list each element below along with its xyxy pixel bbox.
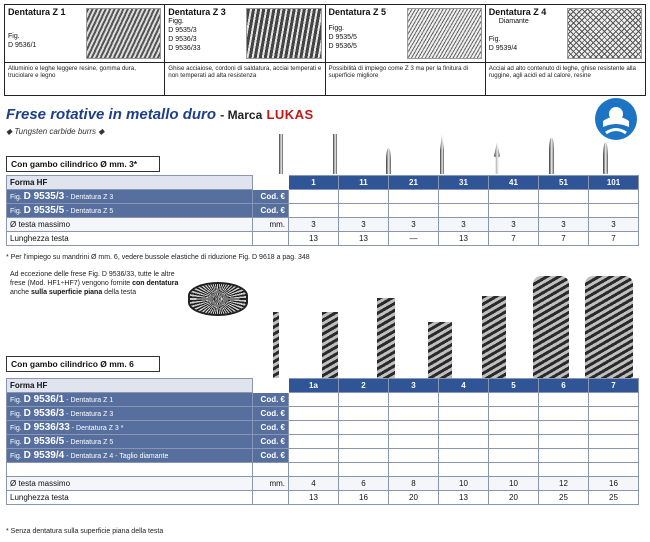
fig-label: Fig.: [10, 208, 22, 215]
tooth-title: Dentatura Z 4: [488, 7, 547, 17]
cell-value: 3: [439, 218, 489, 232]
fig-code: D 9536/1: [23, 394, 65, 405]
section-shank-6mm: Con gambo cilindrico Ø mm. 6: [6, 356, 160, 372]
tooth-image: [407, 8, 482, 59]
burr-top-view-image: [188, 282, 248, 316]
cod-label: Cod. €: [253, 190, 289, 204]
tooth-description: Possibilità di impiego come Z 3 ma per la finitura di superficie migliore: [328, 65, 469, 79]
fig-dentatura: - Dentatura Z 5: [66, 208, 114, 215]
tooth-fig-code: D 9536/33: [168, 45, 201, 52]
cod-label: Cod. €: [253, 204, 289, 218]
tooth-fig-label: Figg.: [168, 18, 184, 25]
table-header-row: [7, 176, 639, 190]
table-header-row: [7, 379, 639, 393]
cell-value: 3: [539, 218, 589, 232]
fig-label: Fig.: [10, 397, 22, 404]
table-row: [7, 491, 639, 505]
safety-goggles-icon: [595, 98, 637, 140]
row-unit: mm.: [253, 218, 289, 232]
footnote-6mm: * Senza dentatura sulla superficie piana della testa: [6, 528, 164, 535]
tooth-z1: [5, 5, 165, 95]
burr-11-image: [333, 134, 337, 174]
fig-dentatura: - Dentatura Z 4 - Taglio diamante: [66, 453, 169, 460]
burr-41-image: [494, 142, 500, 174]
column-header: 4: [439, 379, 489, 393]
cell-value: 16: [589, 477, 639, 491]
fig-dentatura: - Dentatura Z 3: [66, 194, 114, 201]
row-unit: [253, 232, 289, 246]
tooth-fig-label: Fig.: [488, 36, 501, 43]
section-shank-3mm: Con gambo cilindrico Ø mm. 3*: [6, 156, 160, 172]
cell-value: 13: [439, 491, 489, 505]
cell-value: 16: [339, 491, 389, 505]
cell-value: 3: [489, 218, 539, 232]
forma-label: Forma HF: [7, 379, 253, 393]
burr-101-image: [603, 142, 608, 174]
page-title: [6, 106, 314, 123]
tooth-image: [567, 8, 642, 59]
column-header: 21: [389, 176, 439, 190]
cell-value: 6: [339, 477, 389, 491]
tooth-fig-code: D 9535/5: [328, 34, 357, 41]
fig-dentatura: - Dentatura Z 3: [66, 411, 114, 418]
column-header: 2: [339, 379, 389, 393]
tooth-fig-code: D 9536/3: [168, 36, 197, 43]
table-row: [7, 435, 639, 449]
cell-value: 7: [589, 232, 639, 246]
page-subtitle: ◆ Tungsten carbide burrs ◆: [6, 127, 105, 136]
cod-label: Cod. €: [253, 449, 289, 463]
tooth-title: Dentatura Z 1: [8, 7, 66, 17]
tooth-z4: [486, 5, 645, 95]
column-header: 7: [589, 379, 639, 393]
spacer-row: [7, 463, 639, 477]
cell-value: —: [389, 232, 439, 246]
fig-label: Fig.: [10, 194, 22, 201]
cell-value: 4: [289, 477, 339, 491]
tooth-fig-code: D 9539/4: [488, 45, 518, 52]
table-row: [7, 218, 639, 232]
marca-text: - Marca: [220, 108, 263, 122]
table-row: [7, 477, 639, 491]
title-text: Frese rotative in metallo duro: [6, 106, 217, 123]
fig-label: Fig.: [10, 411, 22, 418]
row-unit: mm.: [253, 477, 289, 491]
fig-label: Fig.: [10, 425, 22, 432]
table-row: [7, 421, 639, 435]
column-header: 5: [489, 379, 539, 393]
column-header: 1: [289, 176, 339, 190]
tooth-fig-code: D 9536/1: [8, 42, 37, 49]
column-header: 3: [389, 379, 439, 393]
burr-31-image: [440, 134, 444, 174]
cell-value: 3: [339, 218, 389, 232]
burr-21-image: [386, 148, 391, 174]
cod-label: Cod. €: [253, 435, 289, 449]
fig-label: Fig.: [10, 439, 22, 446]
column-header: 101: [589, 176, 639, 190]
cell-value: 13: [439, 232, 489, 246]
burr-table-6mm: [6, 378, 639, 505]
column-header: 6: [539, 379, 589, 393]
tooth-description: Acciai ad alto contenuto di leghe, ghise resistente alla ruggine, agli acidi ed al calore, resine: [488, 65, 636, 79]
table-row: [7, 407, 639, 421]
column-header: 41: [489, 176, 539, 190]
cell-value: 20: [489, 491, 539, 505]
burr-2-image: [322, 312, 338, 378]
tooth-image: [246, 8, 321, 59]
fig-dentatura: - Dentatura Z 3 *: [71, 425, 124, 432]
cod-label: Cod. €: [253, 407, 289, 421]
cell-value: 25: [589, 491, 639, 505]
fig-code: D 9536/5: [23, 436, 65, 447]
table-row: [7, 190, 639, 204]
cell-value: 8: [389, 477, 439, 491]
cell-value: 25: [539, 491, 589, 505]
fig-code: D 9536/3: [23, 408, 65, 419]
tooth-fig-code: D 9536/5: [328, 43, 357, 50]
tooth-z3: [165, 5, 325, 95]
column-header: 11: [339, 176, 389, 190]
tooth-image: [86, 8, 161, 59]
burr-4-image: [428, 322, 452, 378]
fig-label: Fig.: [10, 453, 22, 460]
tooth-description: Alluminio e leghe leggere resine, gomma dura, truciolare e legno: [8, 65, 136, 79]
tooth-fig-code: D 9535/3: [168, 27, 197, 34]
cell-value: 12: [539, 477, 589, 491]
burr-51-image: [549, 138, 554, 174]
flat-face-note: Ad eccezione delle frese Fig. D 9536/33, tutte le altre frese (Mod. HF1÷HF7) vengono fornite con dentatura anche sulla superficie piana della testa: [10, 271, 179, 296]
row-label: Lunghezza testa: [7, 491, 253, 505]
cell-value: 7: [489, 232, 539, 246]
fig-dentatura: - Dentatura Z 5: [66, 439, 114, 446]
tooth-fig-label: Figg.: [328, 25, 345, 32]
table-row: [7, 393, 639, 407]
fig-code: D 9539/4: [23, 450, 65, 461]
table-row: [7, 232, 639, 246]
cell-value: 13: [339, 232, 389, 246]
burr-6-image: [533, 276, 569, 378]
table-row: [7, 204, 639, 218]
row-label: Ø testa massimo: [7, 218, 253, 232]
forma-label: Forma HF: [7, 176, 253, 190]
burr-3-image: [377, 298, 395, 378]
tooth-subtitle: Diamante: [498, 18, 529, 25]
tooth-title: Dentatura Z 5: [328, 7, 387, 17]
tooth-fig-label: Fig.: [8, 33, 20, 40]
column-header: 1a: [289, 379, 339, 393]
footnote-3mm: * Per l'impiego su mandrini Ø mm. 6, vedere bussole elastiche di riduzione Fig. D 9618 a pag. 348: [6, 254, 310, 261]
row-label: Ø testa massimo: [7, 477, 253, 491]
column-header: 31: [439, 176, 489, 190]
cell-value: 10: [489, 477, 539, 491]
burr-1a-image: [273, 312, 279, 378]
tooth-description: Ghise acciaiose, cordoni di saldatura, acciai temperati e non temperati ad alta resistenza: [168, 65, 322, 79]
cell-value: 7: [539, 232, 589, 246]
teeth-types-panel: [4, 4, 646, 96]
cell-value: 3: [589, 218, 639, 232]
table-row: [7, 449, 639, 463]
cell-value: 13: [289, 232, 339, 246]
column-header: 51: [539, 176, 589, 190]
row-label: Lunghezza testa: [7, 232, 253, 246]
brand-logo: LUKAS: [266, 107, 314, 122]
burr-table-3mm: [6, 175, 639, 246]
fig-dentatura: - Dentatura Z 1: [66, 397, 114, 404]
cell-value: 3: [389, 218, 439, 232]
cell-value: 20: [389, 491, 439, 505]
burr-1-image: [279, 134, 283, 174]
fig-code: D 9535/3: [23, 191, 65, 202]
burr-5-image: [482, 296, 506, 378]
fig-code: D 9536/33: [23, 422, 70, 433]
cod-label: Cod. €: [253, 393, 289, 407]
cod-label: Cod. €: [253, 421, 289, 435]
burr-7-image: [585, 276, 633, 378]
cell-value: 3: [289, 218, 339, 232]
cell-value: 10: [439, 477, 489, 491]
fig-code: D 9535/5: [23, 205, 65, 216]
cell-value: 13: [289, 491, 339, 505]
tooth-z5: [326, 5, 486, 95]
tooth-title: Dentatura Z 3: [168, 7, 226, 17]
row-unit: [253, 491, 289, 505]
